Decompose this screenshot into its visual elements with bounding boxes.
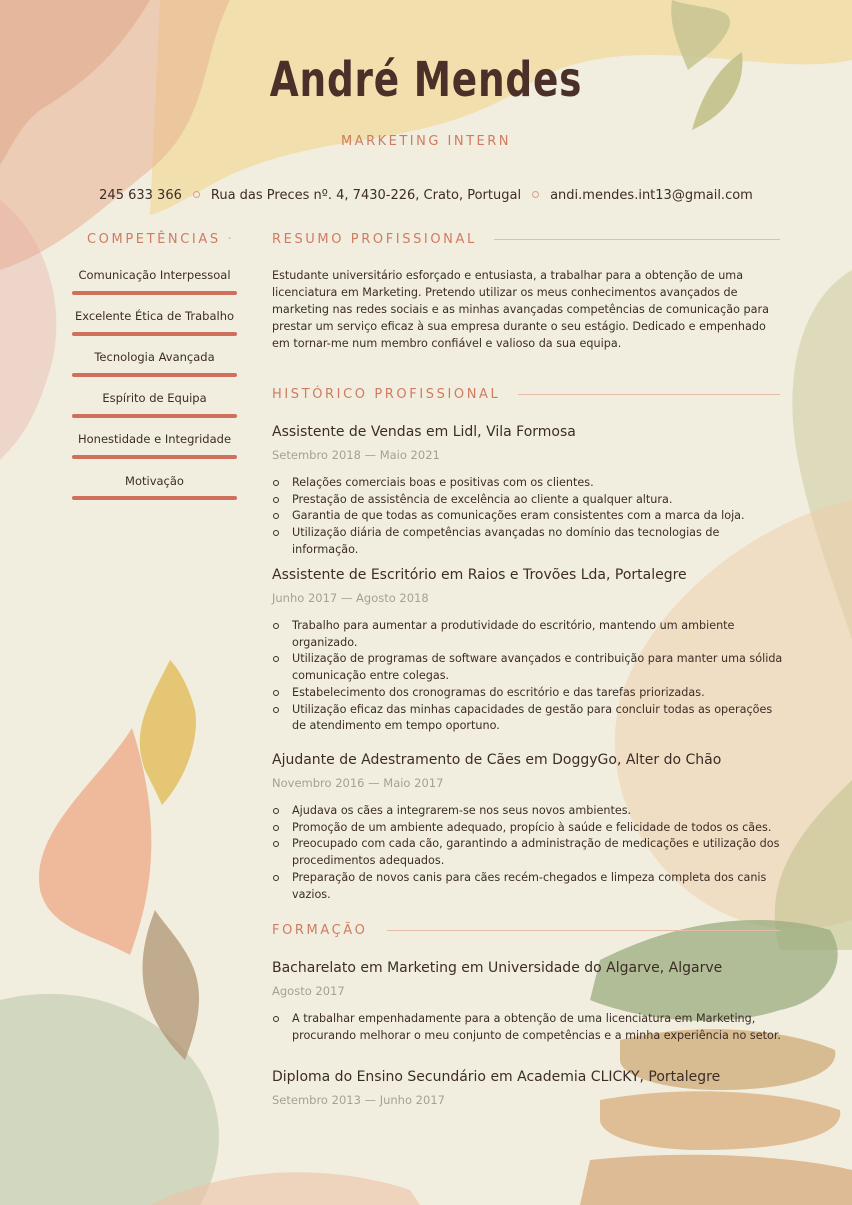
job-title: Assistente de Vendas em Lidl, Vila Formosa [272,424,576,440]
candidate-role: MARKETING INTERN [340,134,512,149]
skill-item: Motivação [125,474,184,488]
contact-email[interactable]: andi.mendes.int13@gmail.com [550,188,753,203]
bullet-item: Estabelecimento dos cronogramas do escritório e das tarefas priorizadas. [272,685,784,702]
skill-item: Espírito de Equipa [102,391,207,405]
job-date: Setembro 2018 — Maio 2021 [272,448,440,462]
section-divider [494,239,780,240]
skill-bar [72,291,237,295]
contact-phone: 245 633 366 [99,188,182,203]
candidate-name: André Mendes [269,52,583,108]
job-date: Junho 2017 — Agosto 2018 [272,591,429,605]
bullet-item: Garantia de que todas as comunicações eram consistentes com a marca da loja. [272,508,784,525]
bullet-item: Preocupado com cada cão, garantindo a administração de medicações e utilização dos procedimentos adequados. [272,836,784,869]
bullet-item: Utilização diária de competências avançadas no domínio das tecnologias de informação. [272,525,784,558]
job-title: Assistente de Escritório em Raios e Trovões Lda, Portalegre [272,567,687,583]
bullet-item: Prestação de assistência de excelência ao cliente a qualquer altura. [272,492,784,509]
job-bullets [272,475,784,559]
skill-bar [72,414,237,418]
job-title: Ajudante de Adestramento de Cães em DoggyGo, Alter do Chão [272,752,722,768]
bullet-item: A trabalhar empenhadamente para a obtenção de uma licenciatura em Marketing, procurando melhorar o meu conjunto de competências e a minha experiência no setor. [272,1011,784,1044]
skill-item: Comunicação Interpessoal [78,268,231,282]
section-divider [387,930,780,931]
bullet-item: Relações comerciais boas e positivas com os clientes. [272,475,784,492]
skill-bar [72,332,237,336]
bullet-item: Trabalho para aumentar a produtividade do escritório, mantendo um ambiente organizado. [272,618,784,651]
skill-bar [72,455,237,459]
job-bullets [272,803,784,903]
skill-item: Excelente Ética de Trabalho [74,309,235,323]
skills-heading [87,232,234,247]
education-title: Bacharelato em Marketing em Universidade do Algarve, Algarve [272,960,723,976]
education-heading: FORMAÇÃO [272,923,368,938]
separator-dot-icon [193,191,200,198]
experience-heading: HISTÓRICO PROFISSIONAL [272,387,501,402]
bullet-item: Ajudava os cães a integrarem-se nos seus novos ambientes. [272,803,784,820]
summary-heading: RESUMO PROFISSIONAL [272,232,477,247]
skill-item: Honestidade e Integridade [77,432,232,446]
section-divider [518,394,780,395]
bullet-item: Utilização de programas de software avançados e contribuição para manter uma sólida comunicação entre colegas. [272,651,784,684]
contact-line [0,188,852,203]
job-date: Novembro 2016 — Maio 2017 [272,776,444,790]
education-title: Diploma do Ensino Secundário em Academia CLICKY, Portalegre [272,1069,721,1085]
skill-bar [72,373,237,377]
bullet-item: Utilização eficaz das minhas capacidades de gestão para concluir todas as operações de atendimento em tempo oportuno. [272,702,784,735]
heading-dot-icon: · [227,232,235,247]
bullet-item: Promoção de um ambiente adequado, propício à saúde e felicidade de todos os cães. [272,820,784,837]
education-bullets [272,1011,784,1044]
education-date: Setembro 2013 — Junho 2017 [272,1093,445,1107]
separator-dot-icon [532,191,539,198]
skill-item: Tecnologia Avançada [94,350,215,364]
contact-address: Rua das Preces nº. 4, 7430-226, Crato, Portugal [210,188,522,203]
skill-bar [72,496,237,500]
bullet-item: Preparação de novos canis para cães recém-chegados e limpeza completa dos canis vazios. [272,870,784,903]
education-date: Agosto 2017 [272,984,345,998]
skills-heading-text: COMPETÊNCIAS [87,232,221,247]
summary-text: Estudante universitário esforçado e entusiasta, a trabalhar para a obtenção de uma licenciatura em Marketing. Pretendo utilizar os meus conhecimentos avançados de marketing nas redes sociais e as minhas avançadas competências de comunicação para prestar um serviço eficaz à sua empresa durante o seu estágio. Dedicado e empenhado em tornar-me num membro confiável e valioso da sua equipa. [272,269,769,350]
job-bullets [272,618,784,735]
